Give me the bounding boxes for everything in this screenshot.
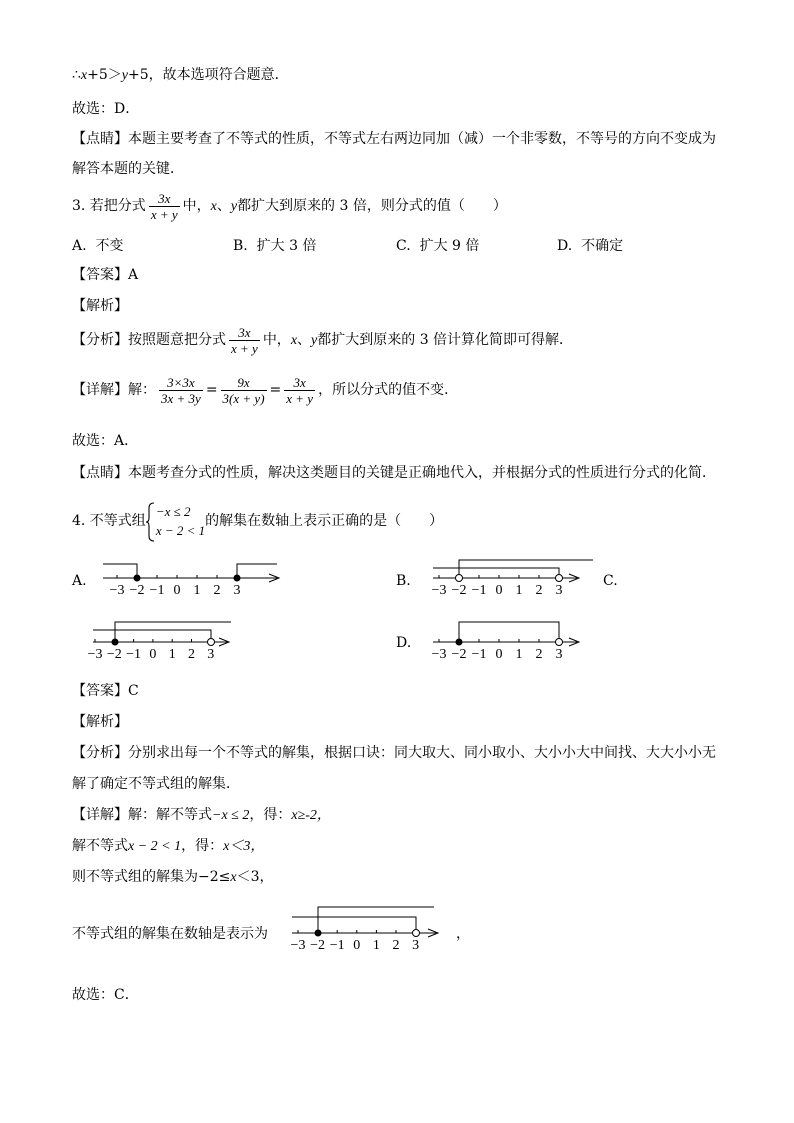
tick-label: −3 xyxy=(87,647,103,662)
tick-label: −3 xyxy=(109,583,125,598)
tick-label: −3 xyxy=(431,583,447,598)
tick-label: −2 xyxy=(451,583,467,598)
q4-fenxi-1: 【分析】分别求出每一个不等式的解集，根据口诀：同大取大、同小取小、大小小大中间找、大大小小无 xyxy=(72,745,716,761)
tick-label: 0 xyxy=(495,583,503,598)
q3-choose: 故选：A． xyxy=(72,433,139,449)
q4-answer: 【答案】C xyxy=(72,683,139,699)
q4-label-a: A. xyxy=(72,573,87,589)
q3-option-b: B. 扩大 3 倍 xyxy=(233,238,317,254)
tick-label: 2 xyxy=(188,647,195,662)
tick-label: 1 xyxy=(515,647,523,662)
tick-label: −1 xyxy=(126,647,142,662)
q3-dianjing: 【点睛】本题考查分式的性质，解决这类题目的关键是正确地代入，并根据分式的性质进行分式的化简． xyxy=(72,465,716,481)
q3-option-d: D. 不确定 xyxy=(557,238,624,254)
tick-label: 1 xyxy=(372,938,380,953)
tick-label: 0 xyxy=(149,647,157,662)
q4-choose: 故选：C． xyxy=(72,987,139,1003)
tick-label: 0 xyxy=(173,583,181,598)
tick-label: 3 xyxy=(412,938,420,953)
number-line-solution xyxy=(284,903,449,953)
tick-label: 3 xyxy=(207,647,215,662)
tick-label: −1 xyxy=(471,647,487,662)
tick-label: 1 xyxy=(193,583,201,598)
tick-label: −1 xyxy=(471,583,487,598)
tick-label: −3 xyxy=(290,938,306,953)
text-line-choose-d: 故选：D． xyxy=(72,101,140,117)
tick-label: 0 xyxy=(495,647,503,662)
fraction-3x-over-x-plus-y: $\frac{3x}{x + y}$ xyxy=(150,190,178,222)
inequality-system: −x ≤ 2 x − 2 < 1 xyxy=(146,502,205,540)
tick-label: −2 xyxy=(106,647,122,662)
q3-option-c: C. 扩大 9 倍 xyxy=(396,238,480,254)
tick-label: 1 xyxy=(515,583,523,598)
tick-label: −2 xyxy=(451,647,467,662)
tick-label: 0 xyxy=(353,938,361,953)
tick-label: 1 xyxy=(168,647,176,662)
q3-xiangjie: 【详解】解： $\frac{3\times 3x}{3x + 3y}$ = $\frac{9x}{3(x + y)}$ = $\frac{3x}{x + y}$ ，所以分式的值不变． xyxy=(72,374,459,406)
q4-xiangjie-2: 解不等式x − 2 < 1，得：x＜3， xyxy=(72,838,265,854)
tick-label: 3 xyxy=(233,583,241,598)
number-line-a xyxy=(95,558,295,603)
q3-option-a: A. 不变 xyxy=(72,238,124,254)
text-line-conclusion: ∴x+5＞y+5，故本选项符合题意． xyxy=(72,67,289,83)
q4-label-c: C. xyxy=(603,573,618,589)
question-3: 3. 若把分式 $\frac{3x}{x + y}$ 中，x、y都扩大到原来的 3 倍，则分式的值（ ） xyxy=(72,190,507,222)
tick-label: 3 xyxy=(555,647,563,662)
q4-jiexi: 【解析】 xyxy=(72,714,128,730)
question-4: 4. 不等式组 −x ≤ 2 x − 2 < 1 的解集在数轴上表示正确的是（ ） xyxy=(72,500,443,542)
q3-fenxi: 【分析】按照题意把分式 $\frac{3x}{x + y}$ 中，x、y都扩大到原来的 3 倍计算化简即可得解． xyxy=(72,324,574,356)
number-line-b xyxy=(425,556,600,603)
q4-xiangjie-1: 【详解】解：解不等式−x ≤ 2，得：x≥-2， xyxy=(72,807,331,823)
q4-label-d: D. xyxy=(396,635,412,651)
text-line-dianjing-1: 【点睛】本题主要考查了不等式的性质，不等式左右两边同加（减）一个非零数，不等号的方向不变成为 xyxy=(72,131,716,147)
number-line-d xyxy=(425,618,585,665)
number-line-c xyxy=(85,618,245,665)
tick-label: 2 xyxy=(535,647,543,662)
tick-label: −1 xyxy=(329,938,345,953)
tick-label: −1 xyxy=(149,583,165,598)
tick-label: 2 xyxy=(535,583,543,598)
tick-label: −2 xyxy=(129,583,145,598)
q4-xiangjie-4: 不等式组的解集在数轴是表示为 xyxy=(72,926,268,942)
q3-jiexi: 【解析】 xyxy=(72,298,128,314)
tick-label: −2 xyxy=(310,938,326,953)
q3-answer: 【答案】A xyxy=(72,267,139,283)
tick-label: 2 xyxy=(213,583,221,598)
tick-label: −3 xyxy=(431,647,447,662)
q4-xiangjie-4-tail: ， xyxy=(456,926,470,942)
tick-label: 2 xyxy=(392,938,400,953)
q4-fenxi-2: 解了确定不等式组的解集． xyxy=(72,776,240,792)
tick-label: 3 xyxy=(555,583,563,598)
text-line-dianjing-2: 解答本题的关键． xyxy=(72,161,184,177)
q4-label-b: B. xyxy=(396,573,411,589)
q4-xiangjie-3: 则不等式组的解集为−2≤x＜3， xyxy=(72,869,274,885)
